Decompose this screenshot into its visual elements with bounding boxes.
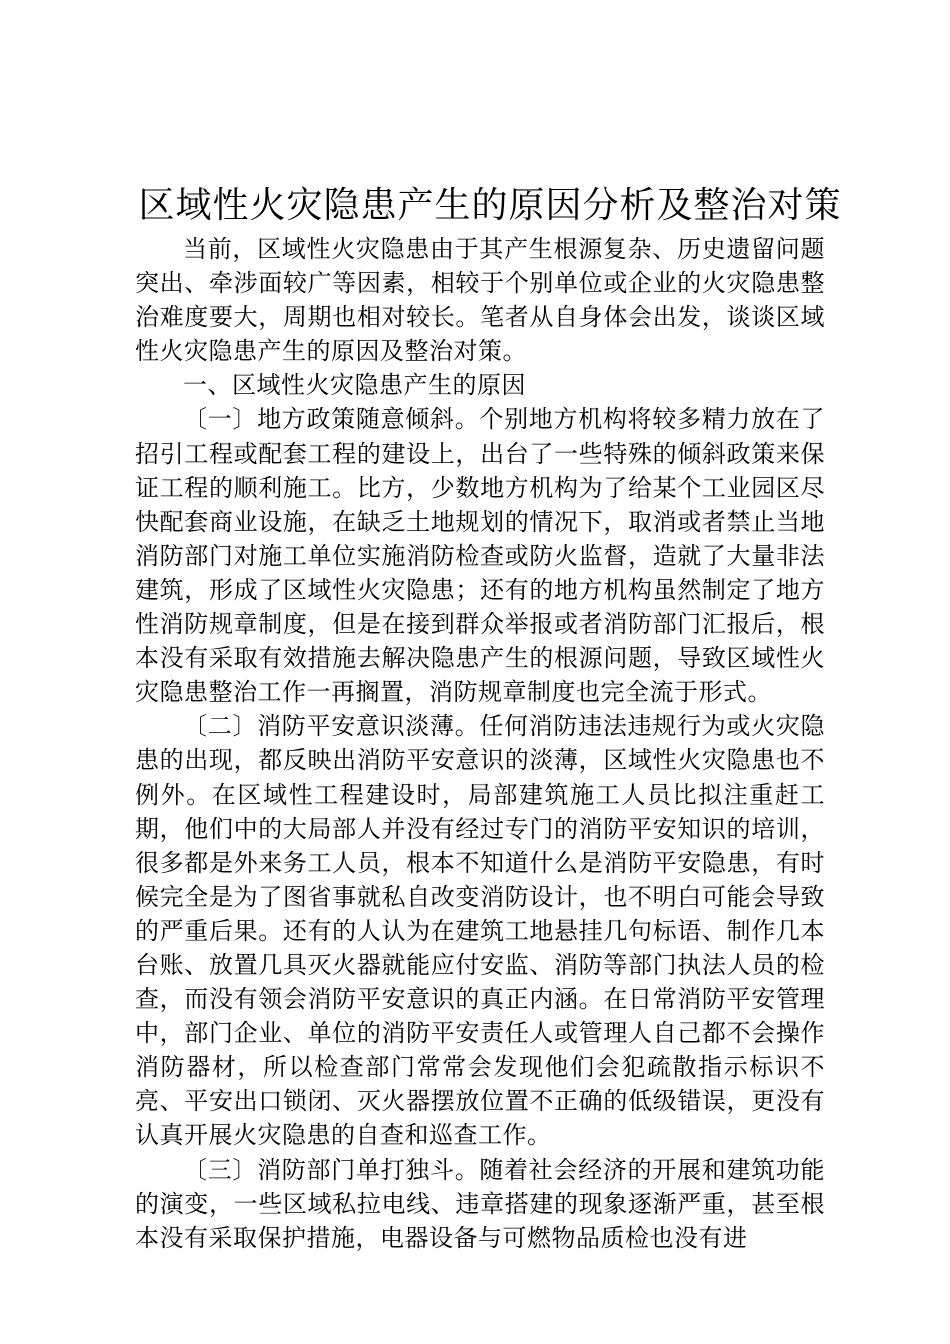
- paragraph-cause-3: 〔三〕消防部门单打独斗。随着社会经济的开展和建筑功能的演变，一些区域私拉电线、违章搭建的现象逐渐严重，甚至根本没有采取保护措施，电器设备与可燃物品质检也没有进: [135, 1155, 825, 1252]
- document-title: 区域性火灾隐患产生的原因分析及整治对策: [138, 185, 842, 226]
- paragraph-cause-1: 〔一〕地方政策随意倾斜。个别地方机构将较多精力放在了招引工程或配套工程的建设上，出台了一些特殊的倾斜政策来保证工程的顺利施工。比方，少数地方机构为了给某个工业园区尽快配套商业设施，在缺乏土地规划的情况下，取消或者禁止当地消防部门对施工单位实施消防检查或防火监督，造就了大量非法建筑，形成了区域性火灾隐患；还有的地方机构虽然制定了地方性消防规章制度，但是在接到群众举报或者消防部门汇报后，根本没有采取有效措施去解决隐患产生的根源问题，导致区域性火灾隐患整治工作一再搁置，消防规章制度也完全流于形式。: [135, 405, 825, 707]
- section-heading-causes: 一、区域性火灾隐患产生的原因: [183, 371, 526, 400]
- paragraph-cause-2: 〔二〕消防平安意识淡薄。任何消防违法违规行为或火灾隐患的出现，都反映出消防平安意识的淡薄，区域性火灾隐患也不例外。在区域性工程建设时，局部建筑施工人员比拟注重赶工期，他们中的大局部人并没有经过专门的消防平安知识的培训，很多都是外来务工人员，根本不知道什么是消防平安隐患，有时候完全是为了图省事就私自改变消防设计，也不明白可能会导致的严重后果。还有的人认为在建筑工地悬挂几句标语、制作几本台账、放置几具灭火器就能应付安监、消防等部门执法人员的检查，而没有领会消防平安意识的真正内涵。在日常消防平安管理中，部门企业、单位的消防平安责任人或管理人自己都不会操作消防器材，所以检查部门常常会发现他们会犯疏散指示标识不亮、平安出口锁闭、灭火器摆放位置不正确的低级错误，更没有认真开展火灾隐患的自查和巡查工作。: [135, 712, 825, 1150]
- paragraph-intro: 当前，区域性火灾隐患由于其产生根源复杂、历史遗留问题突出、牵涉面较广等因素，相较于个别单位或企业的火灾隐患整治难度要大，周期也相对较长。笔者从自身体会出发，谈谈区域性火灾隐患产生的原因及整治对策。: [135, 235, 825, 366]
- document-body: [135, 232, 825, 1255]
